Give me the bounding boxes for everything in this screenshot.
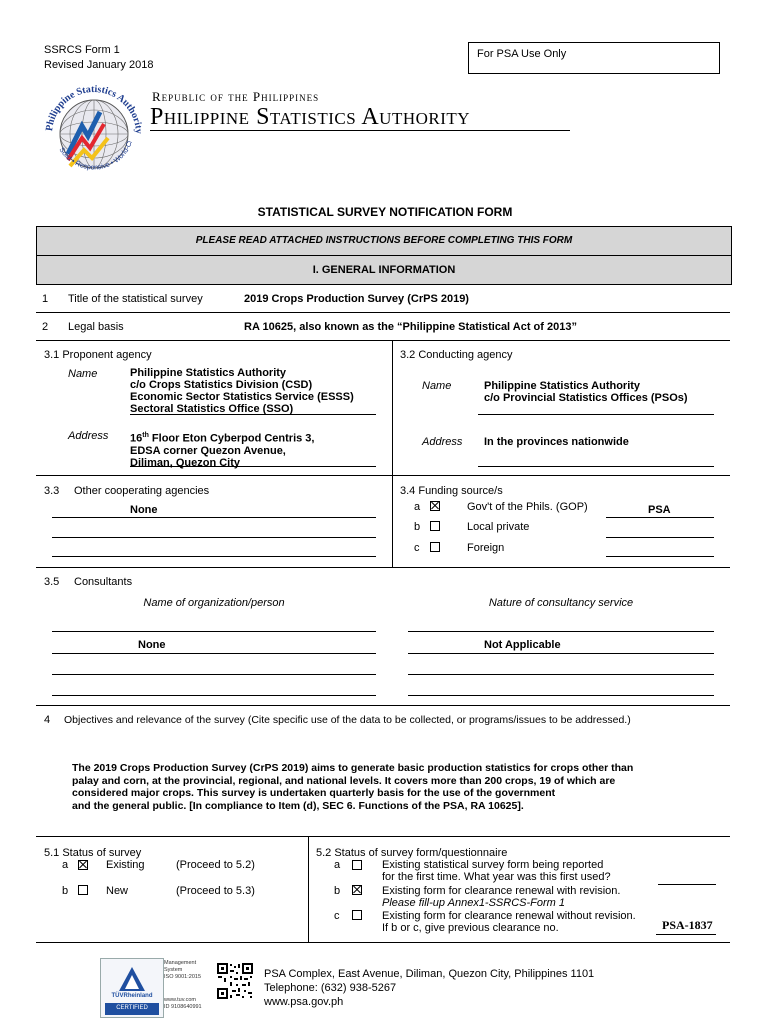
annex-note: Please fill-up Annex1-SSRCS-Form 1 <box>382 897 565 909</box>
proponent-address-line: EDSA corner Quezon Avenue, <box>130 444 286 457</box>
field-line <box>478 466 714 467</box>
cert-line: ISO 9001:2015 <box>164 974 202 980</box>
conducting-address-value[interactable]: In the provinces nationwide <box>484 436 629 448</box>
status-survey-heading: 5.1 Status of survey <box>44 847 142 859</box>
psa-logo <box>38 76 150 188</box>
form-renewal-revision-line: Existing form for clearance renewal with revision. <box>382 885 621 897</box>
divider <box>36 942 730 943</box>
conducting-name-value[interactable] <box>484 380 688 404</box>
section-general-info-header <box>36 255 732 285</box>
first-used-year-field[interactable] <box>658 884 716 885</box>
proponent-heading: 3.1 Proponent agency <box>44 349 152 361</box>
form-renewal-no-revision-line: Existing form for clearance renewal without revision. <box>382 910 636 922</box>
tuv-certification-badge <box>100 958 164 1018</box>
field-line <box>408 653 714 654</box>
cert-line: Management <box>164 960 197 966</box>
field-line <box>52 517 376 518</box>
form-first-time-line: for the first time. What year was this first used? <box>382 871 611 883</box>
field-line <box>52 556 376 557</box>
objectives-line: and the general public. [In compliance to Item (d), SEC 6. Functions of the PSA, RA 10625]. <box>72 799 524 812</box>
consultants-heading: Consultants <box>74 576 133 588</box>
funding-gop-checkbox[interactable] <box>430 501 440 511</box>
funding-foreign-checkbox[interactable] <box>430 542 440 552</box>
cooperating-number: 3.3 <box>44 485 60 497</box>
survey-title-value[interactable]: 2019 Crops Production Survey (CrPS 2019) <box>244 293 469 305</box>
consultants-col1-header: Name of organization/person <box>143 597 285 609</box>
funding-gop-value[interactable]: PSA <box>648 504 671 516</box>
status-form-letter: a <box>334 859 341 871</box>
cooperating-heading: Other cooperating agencies <box>74 485 210 497</box>
conducting-name-line: c/o Provincial Statistics Offices (PSOs) <box>484 392 688 404</box>
consultancy-nature-value[interactable]: Not Applicable <box>484 639 561 651</box>
funding-letter: a <box>414 501 421 513</box>
field-line <box>408 631 714 632</box>
footer-address: PSA Complex, East Avenue, Diliman, Quezon City, Philippines 1101 <box>264 968 595 980</box>
section-general-info-title: I. GENERAL INFORMATION <box>312 264 456 276</box>
proponent-name-line: Economic Sector Statistics Service (ESSS) <box>130 391 354 403</box>
item2-number: 2 <box>42 321 49 333</box>
status-form-letter: b <box>334 885 341 897</box>
column-divider <box>308 836 309 942</box>
conducting-address-label: Address <box>422 436 463 448</box>
cert-line: System <box>164 967 183 973</box>
logo-ring-text: Philippine Statistics Authority <box>44 83 145 135</box>
status-existing-checkbox[interactable] <box>78 860 88 870</box>
status-form-heading: 5.2 Status of survey form/questionnaire <box>316 847 508 859</box>
objectives-number: 4 <box>44 714 51 726</box>
proponent-name-value[interactable] <box>130 367 354 415</box>
divider <box>36 567 730 568</box>
agency-heading: Philippine Statistics Authority <box>150 104 471 130</box>
field-line <box>408 695 714 696</box>
tuv-certified-label: CERTIFIED <box>116 1005 148 1011</box>
proponent-name-line: Philippine Statistics Authority <box>130 367 287 379</box>
field-line <box>656 934 716 935</box>
footer-website-link[interactable]: www.psa.gov.ph <box>264 996 344 1008</box>
conducting-heading: 3.2 Conducting agency <box>400 349 513 361</box>
previous-clearance-value[interactable]: PSA-1837 <box>662 918 713 932</box>
field-line <box>52 674 376 675</box>
proponent-name-label: Name <box>68 368 98 380</box>
management-system-info <box>164 960 202 1011</box>
form-id: SSRCS Form 1 <box>44 44 120 56</box>
cooperating-value[interactable]: None <box>130 504 158 516</box>
form-renewal-revision-checkbox[interactable] <box>352 885 362 895</box>
psa-use-box <box>468 42 720 74</box>
form-first-time-checkbox[interactable] <box>352 860 362 870</box>
funding-local-private-label: Local private <box>467 521 530 533</box>
conducting-name-label: Name <box>422 380 452 392</box>
form-first-time-line: Existing statistical survey form being reported <box>382 859 604 871</box>
column-divider <box>392 340 393 475</box>
objectives-line: The 2019 Crops Production Survey (CrPS 2019) aims to generate basic production statistics for crops other than <box>72 762 634 774</box>
instruction-bar <box>36 226 732 256</box>
funding-heading: 3.4 Funding source/s <box>400 485 503 497</box>
form-renewal-no-revision-text <box>382 910 636 934</box>
field-line <box>606 517 714 518</box>
field-line <box>130 414 376 415</box>
field-line <box>52 537 376 538</box>
item2-label: Legal basis <box>68 321 124 333</box>
cert-line: www.tuv.com <box>164 997 196 1003</box>
agency-underline <box>150 130 570 131</box>
consultants-number: 3.5 <box>44 576 60 588</box>
field-line <box>606 556 714 557</box>
funding-gop-label: Gov't of the Phils. (GOP) <box>467 501 588 513</box>
proponent-address-value[interactable] <box>130 430 314 469</box>
consultant-name-value[interactable]: None <box>138 639 166 651</box>
column-divider <box>392 475 393 567</box>
instruction-text: PLEASE READ ATTACHED INSTRUCTIONS BEFORE COMPLETING THIS FORM <box>195 235 573 246</box>
funding-local-private-checkbox[interactable] <box>430 521 440 531</box>
objectives-heading: Objectives and relevance of the survey (Cite specific use of the data to be collected, or programs/issues to be addressed.) <box>64 714 631 726</box>
objectives-line: considered major crops. This survey is undertaken quarterly basis for the use of the government <box>72 787 556 799</box>
form-renewal-no-revision-checkbox[interactable] <box>352 910 362 920</box>
legal-basis-value[interactable]: RA 10625, also known as the “Philippine Statistical Act of 2013” <box>244 321 577 333</box>
form-revision: Revised January 2018 <box>44 59 154 71</box>
divider <box>36 705 730 706</box>
status-letter: b <box>62 885 69 897</box>
status-letter: a <box>62 859 69 871</box>
status-new-checkbox[interactable] <box>78 885 88 895</box>
qr-code <box>216 962 254 1000</box>
form-renewal-revision-text <box>382 885 620 909</box>
status-new-label: New <box>106 885 129 897</box>
funding-letter: c <box>414 542 420 554</box>
status-existing-note: (Proceed to 5.2) <box>176 859 255 871</box>
field-line <box>52 653 376 654</box>
proponent-name-line: c/o Crops Statistics Division (CSD) <box>130 379 313 391</box>
objectives-line: palay and corn, at the provincial, regional, and national levels. It covers more than 200 crops, 19 of which are <box>72 774 616 787</box>
field-line <box>606 537 714 538</box>
consultants-col2-header: Nature of consultancy service <box>488 597 634 609</box>
tuv-label: TÜVRheinland <box>111 993 153 999</box>
conducting-name-line: Philippine Statistics Authority <box>484 380 641 392</box>
divider <box>36 836 730 837</box>
field-line <box>52 695 376 696</box>
divider <box>36 475 730 476</box>
funding-letter: b <box>414 521 421 533</box>
funding-foreign-label: Foreign <box>467 542 505 554</box>
footer-telephone: Telephone: (632) 938-5267 <box>264 982 397 994</box>
field-line <box>478 414 714 415</box>
proponent-address-line: Diliman, Quezon City <box>130 456 241 469</box>
proponent-address-line: 16th Floor Eton Cyberpod Centris 3, <box>130 432 315 445</box>
field-line <box>52 631 376 632</box>
form-title: STATISTICAL SURVEY NOTIFICATION FORM <box>257 205 513 219</box>
form-first-time-text <box>382 859 611 883</box>
objectives-text[interactable] <box>72 762 633 812</box>
cert-line: ID 9108640991 <box>164 1004 202 1010</box>
proponent-address-label: Address <box>68 430 109 442</box>
divider <box>36 340 730 341</box>
divider <box>36 312 730 313</box>
status-new-note: (Proceed to 5.3) <box>176 885 255 897</box>
previous-clearance-label: If b or c, give previous clearance no. <box>382 922 559 934</box>
field-line <box>408 674 714 675</box>
field-line <box>130 466 376 467</box>
psa-use-label: For PSA Use Only <box>477 48 567 60</box>
logo-motto: Solid • Responsive • World-Cl <box>57 140 134 172</box>
status-existing-label: Existing <box>106 859 145 871</box>
item1-number: 1 <box>42 293 49 305</box>
status-form-letter: c <box>334 910 340 922</box>
item1-label: Title of the statistical survey <box>68 293 203 305</box>
republic-heading: Republic of the Philippines <box>152 89 320 104</box>
proponent-name-line: Sectoral Statistics Office (SSO) <box>130 403 294 415</box>
